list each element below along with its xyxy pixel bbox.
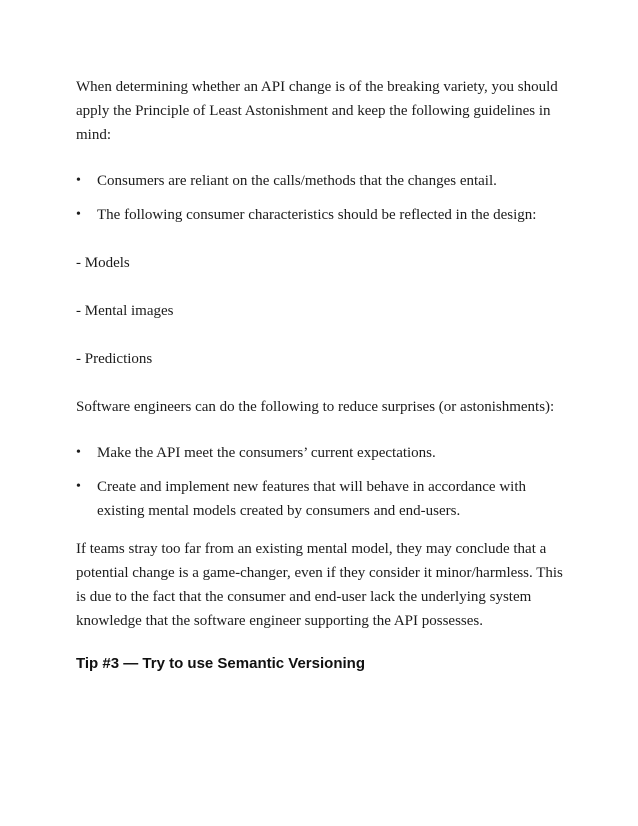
bullet-icon: • [76, 479, 81, 494]
list-item [76, 169, 576, 193]
bullet-icon: • [76, 445, 81, 460]
intro-paragraph: When determining whether an API change is of the breaking variety, you should apply the Principle of Least Astonishment and keep the following guidelines in mind: [76, 79, 558, 143]
mental-model-paragraph: If teams stray too far from an existing mental model, they may conclude that a potential change is a game-changer, even if they consider it minor/harmless. This is due to the fact that the consumer and end-user lack the underlying system knowledge that the software engineer supporting the API possesses. [76, 541, 563, 629]
list-item [76, 475, 576, 523]
characteristic-mental-images: - Mental images [76, 303, 174, 319]
surprises-paragraph: Software engineers can do the following to reduce surprises (or astonishments): [76, 399, 555, 415]
tip-heading: Tip #3 — Try to use Semantic Versioning [76, 655, 365, 672]
bullet-icon: • [76, 207, 81, 222]
list-item-text: Create and implement new features that will behave in accordance with existing mental models created by consumers and end-users. [97, 479, 526, 519]
characteristic-models: - Models [76, 255, 130, 271]
list-item [76, 203, 576, 227]
document-body [76, 75, 576, 675]
guideline-list [76, 169, 576, 227]
surprise-reduction-list [76, 441, 576, 523]
characteristic-predictions: - Predictions [76, 351, 153, 367]
list-item-text: Consumers are reliant on the calls/methods that the changes entail. [97, 173, 497, 189]
list-item-text: Make the API meet the consumers’ current expectations. [97, 445, 436, 461]
bullet-icon: • [76, 173, 81, 188]
list-item [76, 441, 576, 465]
list-item-text: The following consumer characteristics should be reflected in the design: [97, 207, 537, 223]
